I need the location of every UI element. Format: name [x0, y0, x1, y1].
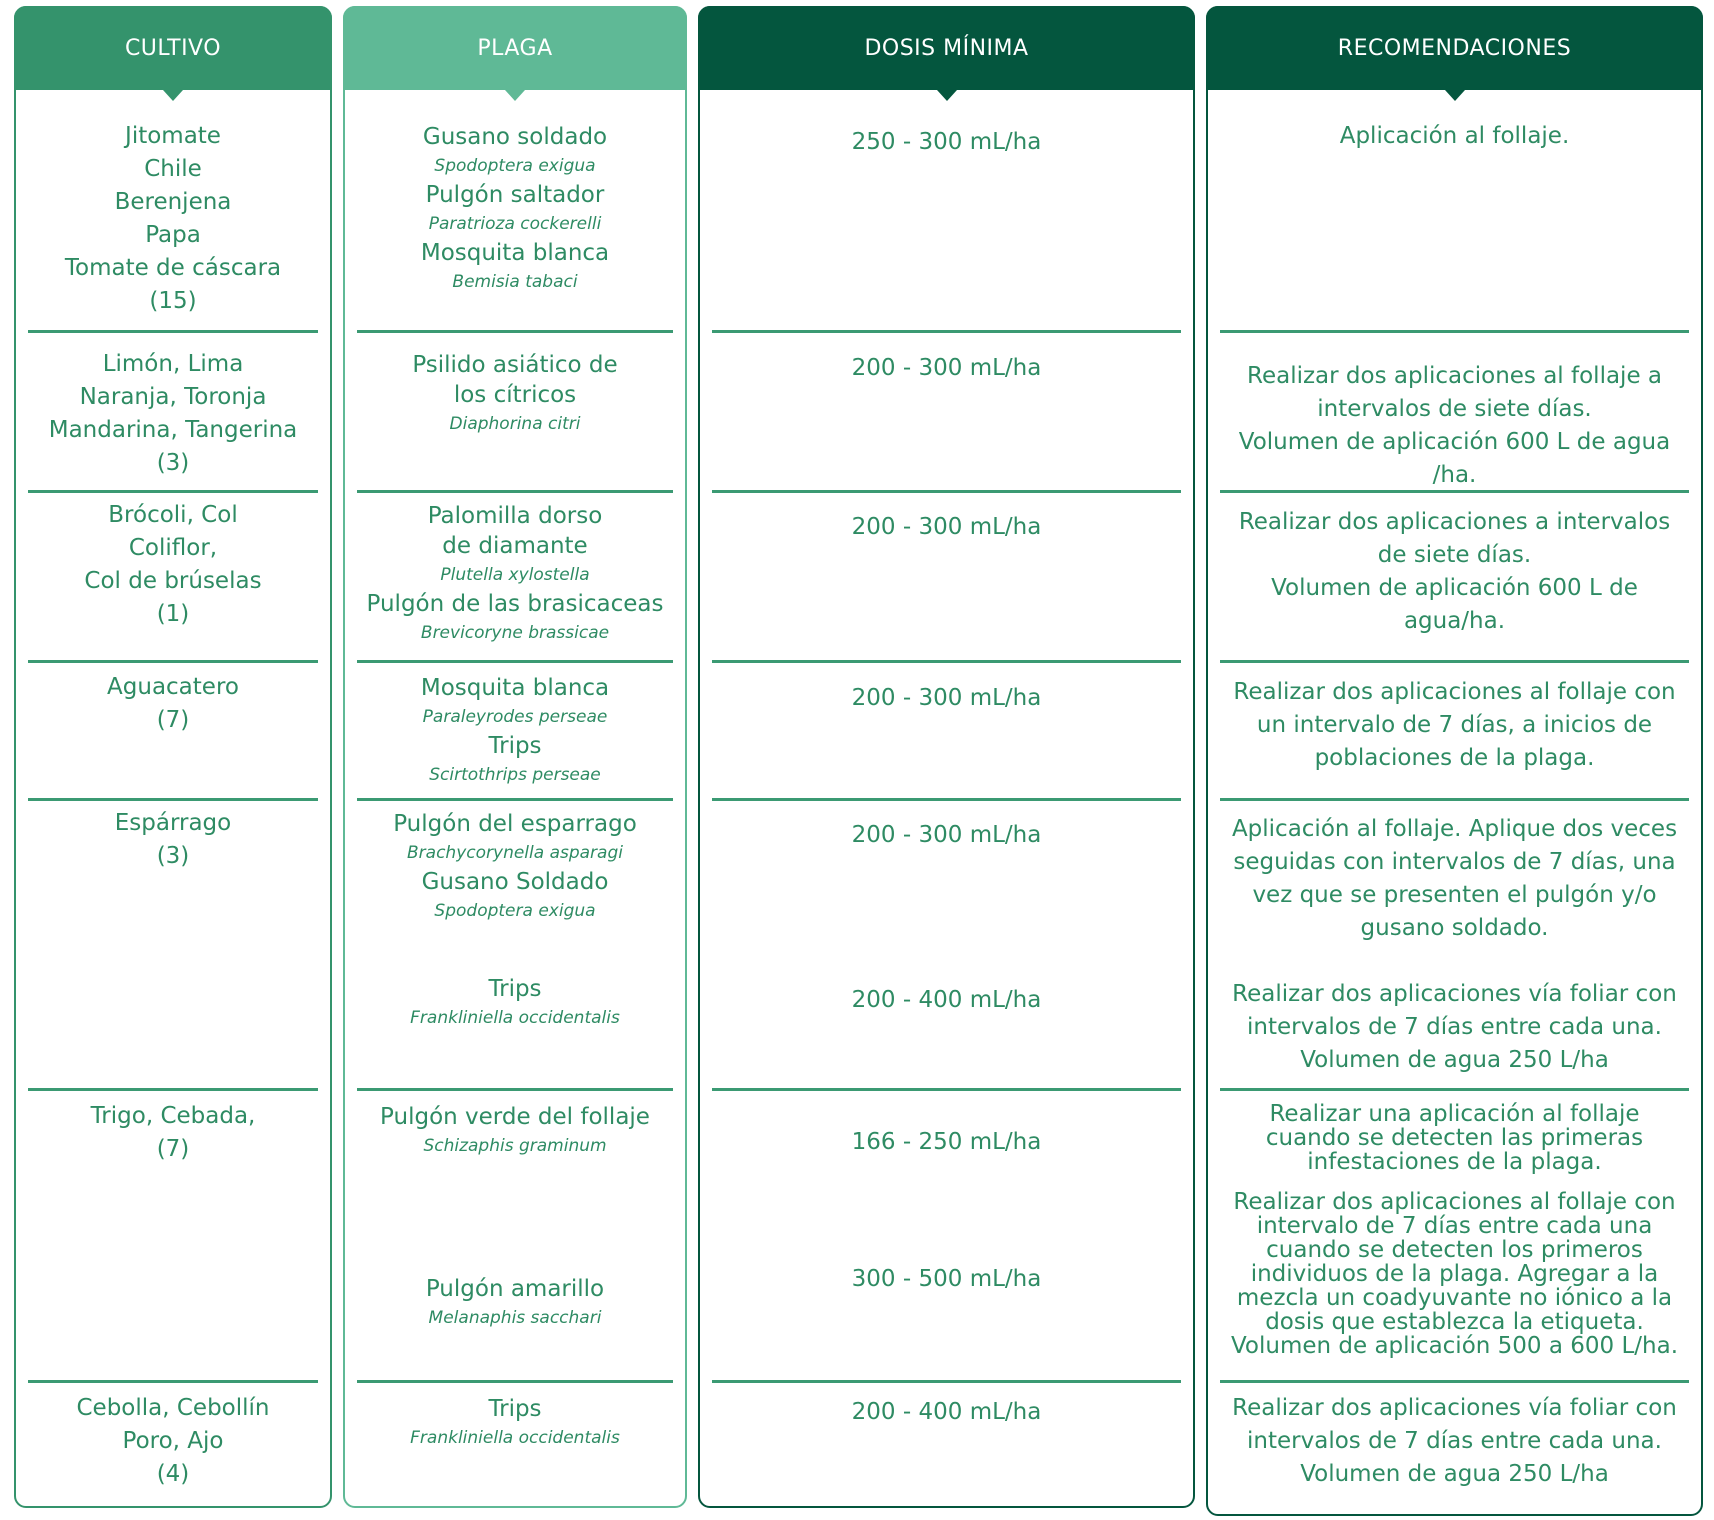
row-separator: [712, 798, 1181, 801]
plaga-scientific-name: Frankliniella occidentalis: [410, 1428, 620, 1448]
row-separator: [1220, 660, 1689, 663]
dosis-column: [698, 6, 1195, 1508]
plaga-item: [351, 350, 679, 438]
plaga-name: Pulgón saltador: [425, 182, 605, 208]
plaga-name: Mosquita blanca: [420, 675, 610, 701]
row-separator: [712, 1380, 1181, 1383]
row-separator: [1220, 330, 1689, 333]
row-separator: [28, 1380, 318, 1383]
plaga-scientific-name: Diaphorina citri: [449, 414, 581, 434]
dosis-header: [698, 6, 1195, 90]
row-separator: [357, 1380, 673, 1383]
row-separator: [28, 330, 318, 333]
dosis-cell: 250 - 300 mL/ha: [851, 129, 1042, 155]
dosis-cell: 200 - 400 mL/ha: [851, 1399, 1042, 1425]
dosis-cell: 200 - 300 mL/ha: [851, 685, 1042, 711]
recomendacion-cell: Aplicación al follaje.: [1339, 123, 1570, 149]
recomendacion-cell: Realizar dos aplicaciones al follaje con un intervalo de 7 días, a inicios de poblaciones de la plaga.: [1233, 679, 1676, 771]
recomendacion-cell: Realizar dos aplicaciones a intervalos de siete días. Volumen de aplicación 600 L de agua/ha.: [1238, 509, 1671, 634]
plaga-scientific-name: Frankliniella occidentalis: [410, 1008, 620, 1028]
row-separator: [1220, 798, 1689, 801]
plaga-scientific-name: Melanaphis sacchari: [428, 1308, 602, 1328]
plaga-name: Pulgón del esparrago: [393, 811, 637, 837]
plaga-name: Gusano Soldado: [421, 869, 609, 895]
plaga-scientific-name: Paraleyrodes perseae: [422, 707, 608, 727]
row-separator: [28, 1088, 318, 1091]
recomendacion-cell: Realizar dos aplicaciones vía foliar con intervalos de 7 días entre cada una. Volumen de agua 250 L/ha: [1232, 1395, 1677, 1487]
dosis-cell: 300 - 500 mL/ha: [851, 1266, 1042, 1292]
plaga-cell: [351, 122, 679, 296]
row-separator: [712, 490, 1181, 493]
plaga-scientific-name: Brevicoryne brassicae: [420, 623, 610, 643]
recomendacion-cell: Realizar dos aplicaciones al follaje con intervalo de 7 días entre cada una cuando se detecten los primeros individuos de la plaga. Agregar a la mezcla un coadyuvante no iónico a la dosis que establezca la etiqueta. Volumen de aplicación 500 a 600 L/ha.: [1230, 1189, 1679, 1359]
plaga-item: [351, 673, 679, 731]
row-separator: [357, 660, 673, 663]
row-separator: [1220, 1088, 1689, 1091]
plaga-scientific-name: Plutella xylostella: [440, 565, 590, 585]
header-notch: [937, 90, 957, 101]
row-separator: [712, 660, 1181, 663]
cultivo-header: [14, 6, 332, 90]
plaga-name: Palomilla dorso de diamante: [427, 503, 603, 559]
header-notch: [163, 90, 183, 101]
row-separator: [712, 330, 1181, 333]
dosis-cell: 200 - 300 mL/ha: [851, 822, 1042, 848]
plaga-name: Trips: [488, 976, 542, 1002]
plaga-item: [351, 1274, 679, 1332]
cultivo-cell: Jitomate Chile Berenjena Papa Tomate de cáscara (15): [64, 123, 282, 314]
plaga-cell: [351, 501, 679, 647]
plaga-header-label: PLAGA: [477, 35, 553, 61]
recomendaciones-header-label: RECOMENDACIONES: [1337, 35, 1572, 61]
plaga-scientific-name: Spodoptera exigua: [434, 901, 596, 921]
row-separator: [28, 660, 318, 663]
plaga-scientific-name: Brachycorynella asparagi: [407, 843, 623, 863]
row-separator: [28, 490, 318, 493]
row-separator: [1220, 1380, 1689, 1383]
plaga-name: Pulgón de las brasicaceas: [366, 591, 664, 617]
header-notch: [1445, 90, 1465, 101]
plaga-item: [351, 180, 679, 238]
plaga-name: Gusano soldado: [422, 124, 608, 150]
plaga-name: Pulgón verde del follaje: [380, 1104, 650, 1130]
plaga-cell: [351, 1394, 679, 1452]
plaga-item: [351, 1102, 679, 1160]
plaga-header: [343, 6, 687, 90]
cultivo-cell: Cebolla, Cebollín Poro, Ajo (4): [76, 1395, 270, 1487]
plaga-item: [351, 974, 679, 1032]
plaga-cell: [351, 974, 679, 1032]
plaga-cell: [351, 1274, 679, 1332]
cultivo-cell: Brócoli, Col Coliflor, Col de brúselas (1): [84, 502, 262, 627]
plaga-item: [351, 1394, 679, 1452]
plaga-scientific-name: Schizaphis graminum: [423, 1136, 607, 1156]
plaga-scientific-name: Scirtothrips perseae: [429, 765, 601, 785]
recomendaciones-header: [1206, 6, 1703, 90]
recomendacion-cell: Realizar una aplicación al follaje cuando se detecten las primeras infestaciones de la plaga.: [1265, 1101, 1644, 1175]
plaga-cell: [351, 673, 679, 789]
plaga-scientific-name: Bemisia tabaci: [452, 272, 578, 292]
plaga-item: [351, 238, 679, 296]
cultivo-column: [14, 6, 332, 1508]
cultivo-header-label: CULTIVO: [124, 35, 222, 61]
row-separator: [357, 798, 673, 801]
cultivo-cell: Trigo, Cebada, (7): [90, 1103, 256, 1162]
row-separator: [357, 1088, 673, 1091]
plaga-item: [351, 809, 679, 867]
plaga-name: Trips: [488, 1396, 542, 1422]
plaga-item: [351, 589, 679, 647]
dosis-cell: 166 - 250 mL/ha: [851, 1129, 1042, 1155]
plaga-item: [351, 122, 679, 180]
row-separator: [28, 798, 318, 801]
dosis-cell: 200 - 300 mL/ha: [851, 514, 1042, 540]
row-separator: [712, 1088, 1181, 1091]
plaga-item: [351, 867, 679, 925]
dosis-cell: 200 - 300 mL/ha: [851, 355, 1042, 381]
plaga-name: Pulgón amarillo: [425, 1276, 605, 1302]
row-separator: [357, 330, 673, 333]
row-separator: [357, 490, 673, 493]
header-notch: [505, 90, 525, 101]
recomendacion-cell: Realizar dos aplicaciones al follaje a intervalos de siete días. Volumen de aplicación 600 L de agua /ha.: [1238, 363, 1671, 488]
dosis-cell: 200 - 400 mL/ha: [851, 987, 1042, 1013]
plaga-scientific-name: Paratrioza cockerelli: [428, 214, 602, 234]
plaga-cell: [351, 350, 679, 438]
plaga-cell: [351, 1102, 679, 1160]
recomendaciones-column: [1206, 6, 1703, 1516]
recomendacion-cell: Aplicación al follaje. Aplique dos veces seguidas con intervalos de 7 días, una vez que se presenten el pulgón y/o gusano soldado.: [1231, 816, 1678, 941]
plaga-name: Mosquita blanca: [420, 240, 610, 266]
recomendacion-cell: Realizar dos aplicaciones vía foliar con intervalos de 7 días entre cada una. Volumen de agua 250 L/ha: [1232, 981, 1677, 1073]
plaga-cell: [351, 809, 679, 925]
plaga-name: Psilido asiático de los cítricos: [412, 352, 618, 408]
cultivo-cell: Limón, Lima Naranja, Toronja Mandarina, Tangerina (3): [48, 351, 298, 476]
dosis-header-label: DOSIS MÍNIMA: [864, 35, 1029, 61]
plaga-scientific-name: Spodoptera exigua: [434, 156, 596, 176]
cultivo-cell: Aguacatero (7): [107, 674, 239, 733]
plaga-column: [343, 6, 687, 1508]
plaga-item: [351, 731, 679, 789]
cultivo-cell: Espárrago (3): [114, 810, 232, 869]
plaga-item: [351, 501, 679, 589]
plaga-name: Trips: [488, 733, 542, 759]
